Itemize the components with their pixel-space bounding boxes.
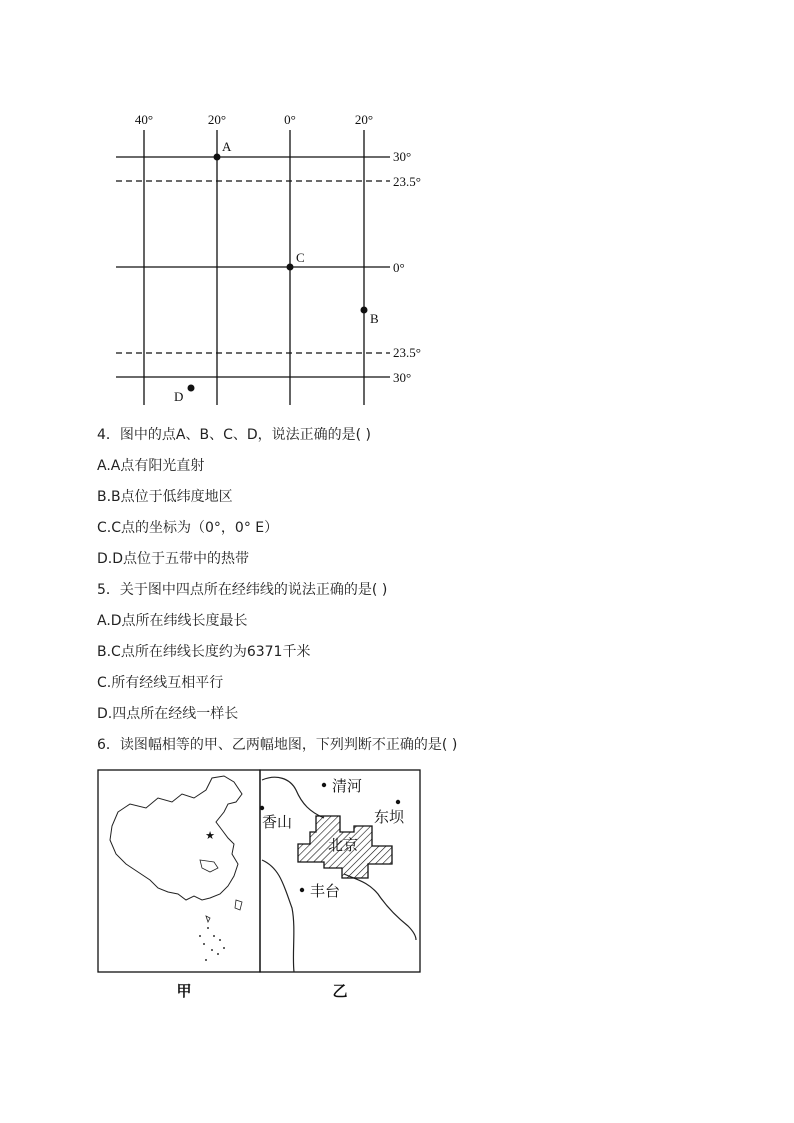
latitude-label-23-5n: 23.5°: [393, 174, 421, 189]
point-d-label: D: [174, 389, 184, 404]
map-yi-fengtai-label: 丰台: [310, 882, 341, 900]
longitude-label-20e: 20°: [354, 112, 374, 127]
question-5-option-c: C.所有经线互相平行: [97, 675, 224, 691]
lat-lon-grid-figure: [100, 100, 460, 410]
map-yi-dongba-label: 东坝: [374, 808, 405, 826]
question-5-stem: 5．关于图中四点所在经纬线的说法正确的是( ): [97, 582, 388, 598]
latitude-label-23-5s: 23.5°: [393, 345, 421, 360]
map-yi-fengtai-marker: [300, 888, 304, 892]
question-5-option-d: D.四点所在经线一样长: [97, 706, 239, 722]
latitude-label-0: 0°: [393, 260, 405, 275]
point-a-marker: [214, 154, 221, 161]
longitude-label-0: 0°: [284, 112, 296, 127]
question-5-option-a: A.D点所在纬线长度最长: [97, 613, 248, 629]
map-yi-panel-label: 乙: [332, 982, 348, 1000]
longitude-label-40w: 40°: [134, 112, 154, 127]
two-maps-figure: [96, 768, 424, 1004]
point-b-marker: [361, 307, 368, 314]
question-5-option-b: B.C点所在纬线长度约为6371千米: [97, 644, 311, 660]
map-jia-china-outline: [110, 776, 242, 961]
point-b-label: B: [370, 311, 379, 326]
point-d-marker: [188, 385, 195, 392]
map-yi-dongba-marker: [396, 800, 400, 804]
map-yi-beijing-label: 北京: [328, 836, 359, 854]
point-c-marker: [287, 264, 294, 271]
map-jia-panel-label: 甲: [176, 982, 192, 1000]
map-yi-xiangshan-label: 香山: [262, 813, 293, 831]
question-4-option-c: C.C点的坐标为（0°，0° E）: [97, 520, 279, 536]
map-yi-xiangshan-marker: [260, 806, 264, 810]
map-yi-boundary-line-north: [262, 777, 324, 818]
longitude-label-20w: 20°: [207, 112, 227, 127]
map-yi-qinghe-label: 清河: [332, 777, 363, 795]
question-4-option-d: D.D点位于五带中的热带: [97, 551, 250, 567]
map-jia-capital-star-icon: ★: [205, 829, 215, 842]
map-yi-boundary-line-west: [262, 860, 294, 972]
latitude-label-30s: 30°: [393, 370, 412, 385]
point-c-label: C: [296, 250, 305, 265]
map-yi-frame: [260, 770, 420, 972]
map-yi-boundary-line-south: [344, 874, 416, 940]
point-a-label: A: [222, 139, 232, 154]
question-4-stem: 4．图中的点A、B、C、D，说法正确的是( ): [97, 427, 372, 443]
question-4-option-a: A.A点有阳光直射: [97, 458, 205, 474]
question-4-option-b: B.B点位于低纬度地区: [97, 489, 233, 505]
question-6-stem: 6．读图幅相等的甲、乙两幅地图，下列判断不正确的是( ): [97, 737, 458, 753]
map-yi-qinghe-marker: [322, 783, 326, 787]
latitude-label-30n: 30°: [393, 149, 412, 164]
